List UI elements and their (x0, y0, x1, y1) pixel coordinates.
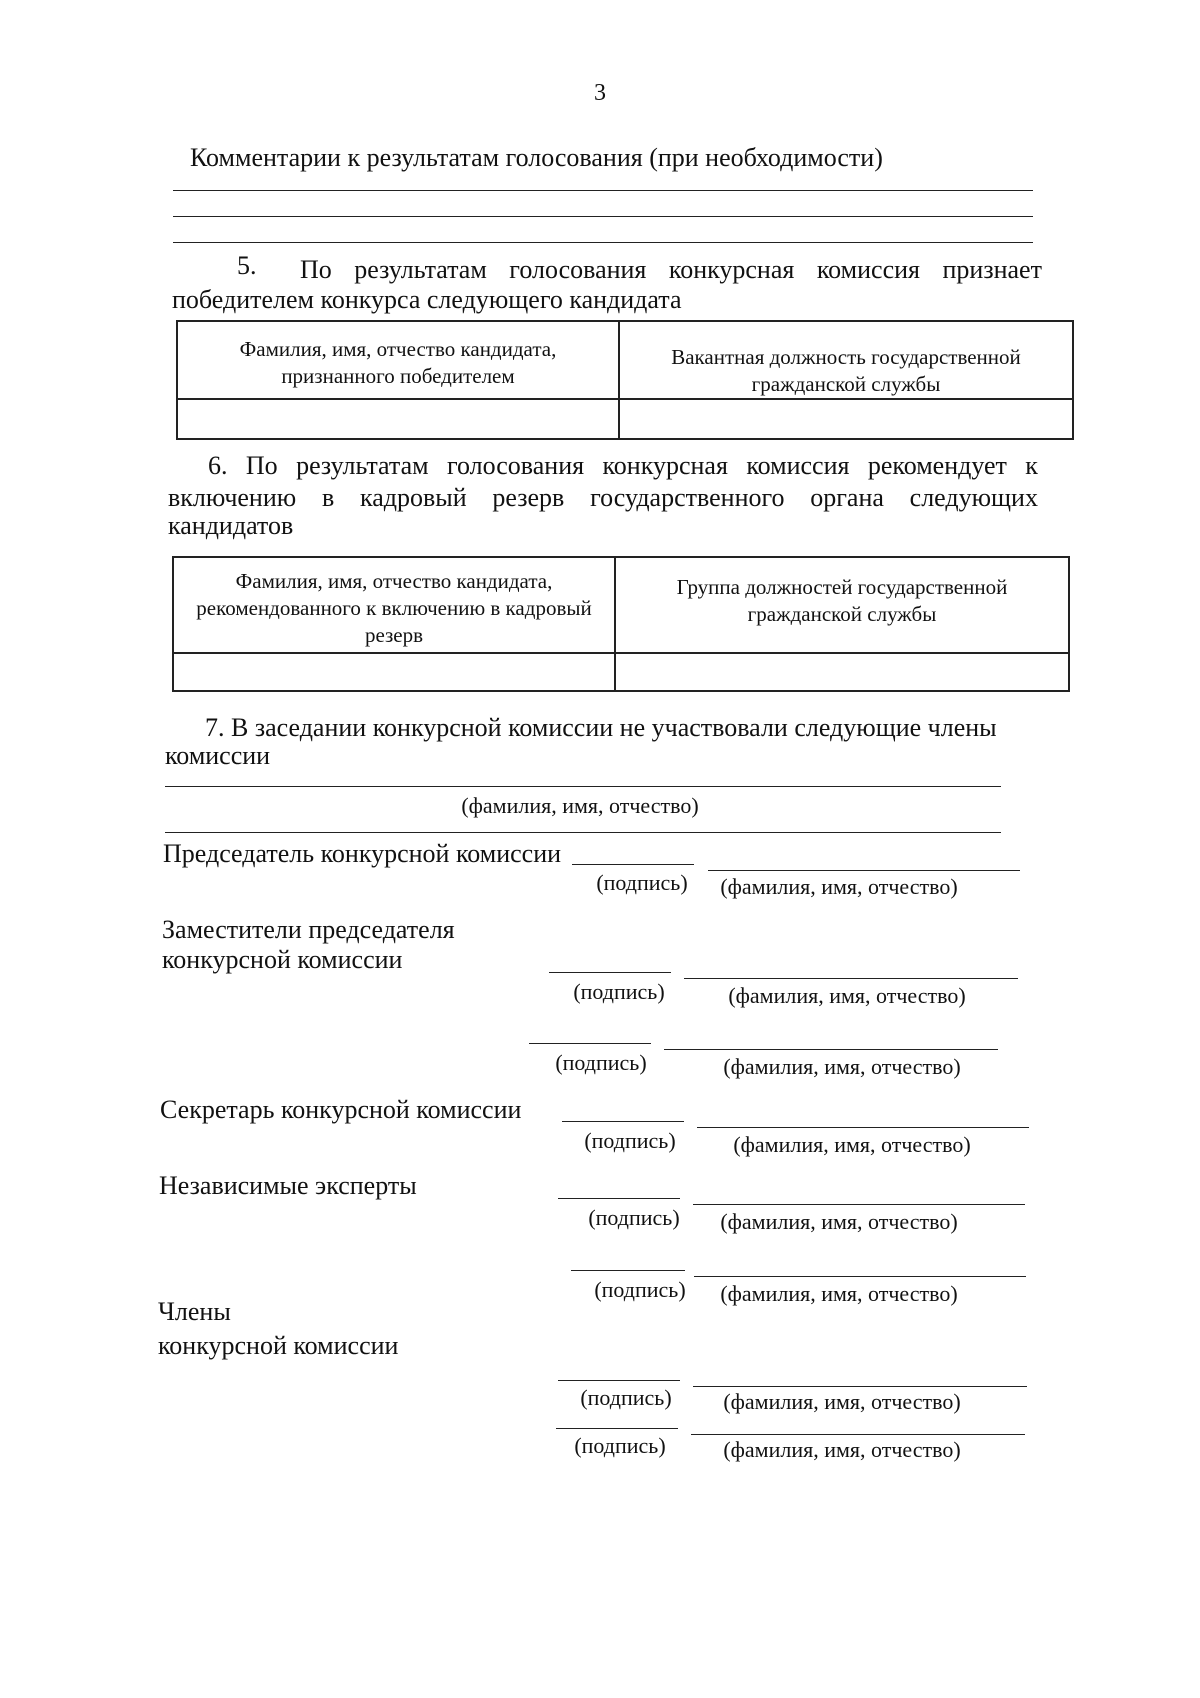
deputy2-name-line[interactable] (664, 1049, 998, 1050)
section6-word: кадровый (359, 483, 467, 512)
deputy1-signature-caption: (подпись) (573, 979, 665, 1004)
member2-name-caption: (фамилия, имя, отчество) (723, 1437, 961, 1462)
section6-line3: кандидатов (168, 511, 294, 540)
chairman-signature-caption: (подпись) (596, 870, 688, 895)
member1-signature-line[interactable] (558, 1380, 680, 1381)
deputies-label-line1: Заместители председателя (162, 915, 455, 944)
section6-line2 (168, 482, 1038, 514)
winner-table-cell-position[interactable] (619, 399, 1073, 439)
comments-label: Комментарии к результатам голосования (при необходимости) (190, 143, 883, 172)
reserve-table-cell-group[interactable] (615, 653, 1069, 691)
member1-name-line[interactable] (693, 1386, 1027, 1387)
section5-line2: победителем конкурса следующего кандидата (172, 285, 682, 314)
reserve-table-header-group: Группа должностей государственной гражданской службы (615, 557, 1069, 653)
deputy1-name-caption: (фамилия, имя, отчество) (728, 983, 966, 1008)
section5-word: результатам (354, 255, 487, 284)
member2-signature-line[interactable] (556, 1428, 678, 1429)
comments-line-2 (173, 216, 1033, 217)
experts-label: Независимые эксперты (159, 1171, 417, 1200)
section6-word: конкурсная (602, 451, 728, 480)
members-label-line2: конкурсной комиссии (158, 1331, 399, 1360)
deputy2-signature-caption: (подпись) (555, 1050, 647, 1075)
expert2-name-line[interactable] (694, 1276, 1026, 1277)
section7-line1: 7. В заседании конкурсной комиссии не участвовали следующие члены (205, 713, 997, 742)
section5-word: По (300, 255, 332, 284)
chairman-label: Председатель конкурсной комиссии (163, 839, 562, 868)
expert1-name-caption: (фамилия, имя, отчество) (720, 1209, 958, 1234)
page-number: 3 (594, 80, 606, 106)
member2-name-line[interactable] (691, 1434, 1025, 1435)
section5-word: конкурсная (668, 255, 795, 284)
section6-word: включению (168, 483, 297, 512)
secretary-name-caption: (фамилия, имя, отчество) (733, 1132, 971, 1157)
section5-line1 (300, 254, 1042, 286)
section6-word: государственного (590, 483, 785, 512)
expert1-signature-caption: (подпись) (588, 1205, 680, 1230)
section7-line2: комиссии (165, 741, 271, 770)
members-label-line1: Члены (158, 1297, 231, 1326)
expert2-signature-caption: (подпись) (594, 1277, 686, 1302)
chairman-name-line[interactable] (708, 870, 1020, 871)
reserve-table-header-name: Фамилия, имя, отчество кандидата, рекомендованного к включению в кадровый резерв (173, 557, 615, 653)
secretary-signature-caption: (подпись) (584, 1128, 676, 1153)
section6-number: 6. (208, 451, 228, 480)
member2-signature-caption: (подпись) (574, 1433, 666, 1458)
secretary-label: Секретарь конкурсной комиссии (160, 1095, 522, 1124)
deputy1-signature-line[interactable] (549, 972, 671, 973)
expert1-name-line[interactable] (693, 1204, 1025, 1205)
section5-word: признает (942, 255, 1042, 284)
secretary-name-line[interactable] (697, 1127, 1029, 1128)
absent-members-line-2[interactable] (165, 832, 1001, 833)
section6-word: резерв (492, 483, 565, 512)
section6-word: голосования (446, 451, 585, 480)
secretary-signature-line[interactable] (562, 1121, 684, 1122)
section5-word: голосования (509, 255, 647, 284)
section6-word: результатам (296, 451, 429, 480)
winner-table-header-position: Вакантная должность государственной гражданской службы (619, 321, 1073, 399)
comments-line-3 (173, 242, 1033, 243)
expert1-signature-line[interactable] (558, 1198, 680, 1199)
expert2-signature-line[interactable] (571, 1270, 685, 1271)
deputy2-name-caption: (фамилия, имя, отчество) (723, 1054, 961, 1079)
section6-word: рекомендует (867, 451, 1007, 480)
deputy2-signature-line[interactable] (529, 1043, 651, 1044)
absent-members-line[interactable] (165, 786, 1001, 787)
winner-table (176, 320, 1074, 440)
section5-number: 5. (237, 251, 257, 280)
section6-word: комиссия (746, 451, 850, 480)
reserve-table-cell-name[interactable] (173, 653, 615, 691)
comments-line-1 (173, 190, 1033, 191)
chairman-name-caption: (фамилия, имя, отчество) (720, 874, 958, 899)
section6-word: в (321, 483, 335, 512)
winner-table-cell-name[interactable] (177, 399, 619, 439)
member1-name-caption: (фамилия, имя, отчество) (723, 1389, 961, 1414)
section6-word: органа (810, 483, 884, 512)
expert2-name-caption: (фамилия, имя, отчество) (720, 1281, 958, 1306)
deputies-label-line2: конкурсной комиссии (162, 945, 403, 974)
section6-line1 (208, 450, 1038, 482)
absent-members-caption: (фамилия, имя, отчество) (461, 793, 699, 818)
section6-word: следующих (909, 483, 1038, 512)
member1-signature-caption: (подпись) (580, 1385, 672, 1410)
winner-table-header-name: Фамилия, имя, отчество кандидата, признанного победителем (177, 321, 619, 399)
section5-word: комиссия (816, 255, 920, 284)
section6-word: к (1025, 451, 1038, 480)
deputy1-name-line[interactable] (684, 978, 1018, 979)
section6-word: По (245, 451, 278, 480)
chairman-signature-line[interactable] (572, 864, 694, 865)
reserve-table (172, 556, 1070, 692)
